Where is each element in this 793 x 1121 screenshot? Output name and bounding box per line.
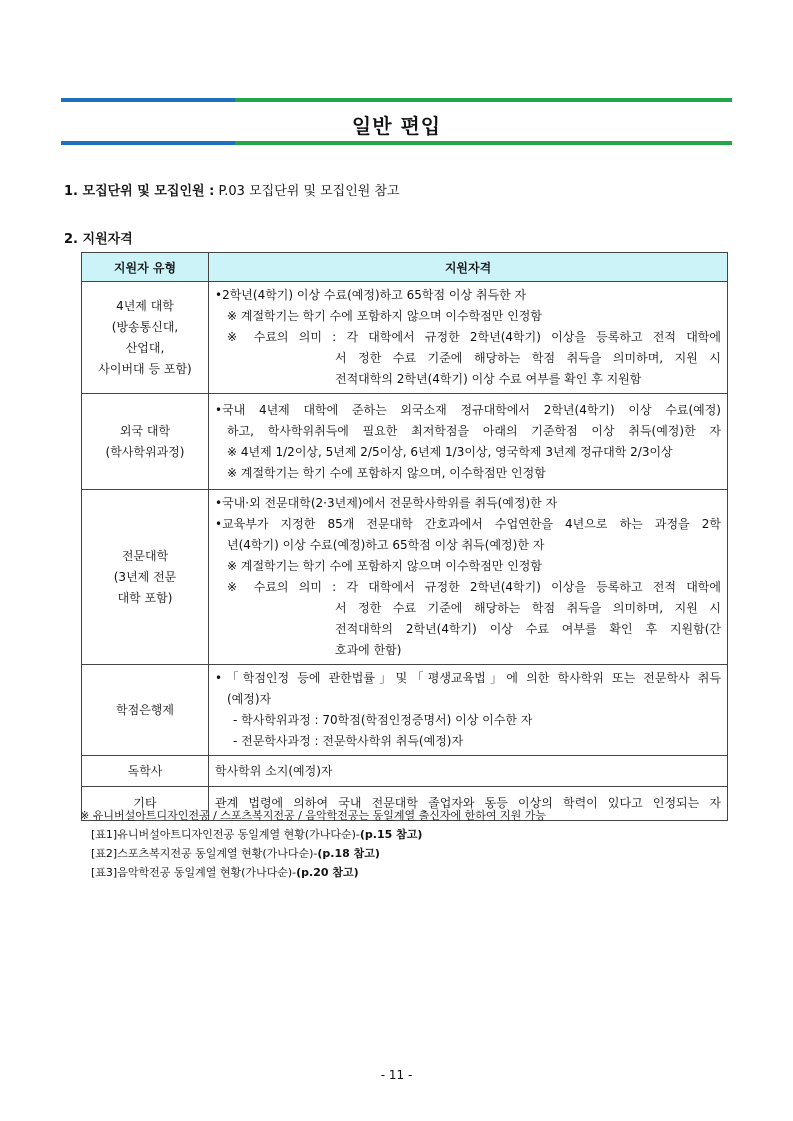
table-row (82, 665, 728, 756)
type-line: 기타 (133, 796, 157, 810)
title-rule-blue (61, 98, 235, 102)
qual-line: 학사학위 소지(예정)자 (215, 763, 333, 778)
page-title: 일반 편입 (351, 114, 442, 138)
type-line: 대학 포함) (117, 590, 173, 605)
qualification-cell (209, 756, 728, 787)
qual-line: 년(4학기) 이상 수료(예정)하고 65학점 이상 취득(예정)한 자 (227, 538, 545, 552)
type-line: (학사학위과정) (105, 444, 185, 459)
footnote-ref-text: [표2]스포츠복지전공 동일계열 현황(가나다순)- (91, 847, 318, 860)
footnote-ref (80, 863, 546, 882)
qual-line: ※ 계절학기는 학기 수에 포함하지 않으며, 이수학점만 인정함 (227, 465, 546, 480)
table-row (82, 394, 728, 490)
qual-line: ※ 계절학기는 학기 수에 포함하지 않으며 이수학점만 인정함 (227, 309, 542, 323)
table-header-row (82, 253, 728, 282)
section-2-heading: 2. 지원자격 (64, 232, 133, 247)
applicant-type-cell (82, 394, 209, 490)
qualification-cell (209, 282, 728, 394)
qual-line: - 전문학사과정 : 전문학사학위 취득(예정)자 (233, 734, 464, 748)
footnotes (80, 806, 546, 882)
qualification-cell (209, 490, 728, 665)
qual-line: (예정)자 (227, 692, 272, 706)
table-row (82, 756, 728, 787)
footnote-ref-page: (p.15 참고) (359, 828, 423, 841)
qual-line: 관계 법령에 의하여 국내 전문대학 졸업자와 동등 이상의 학력이 있다고 인정되는 자 (215, 796, 721, 810)
type-line: (방송통신대, (111, 319, 179, 334)
footnote-ref (80, 825, 546, 844)
applicant-type-cell (82, 665, 209, 756)
qual-line: ※ 4년제 1/2이상, 5년제 2/5이상, 6년제 1/3이상, 영국학제 3년제 정규대학 2/3이상 (227, 444, 673, 459)
qual-line: ※ 수료의 의미 : 각 대학에서 규정한 2학년(4학기) 이상을 등록하고 전적 대학에 (227, 330, 721, 344)
footnote-ref-page: (p.20 참고) (296, 866, 359, 879)
type-line: 사이버대 등 포함) (98, 361, 192, 376)
qual-line: 하고, 학사학위취득에 필요한 최저학점을 아래의 기준학점 이상 취득(예정)한 자 (227, 423, 721, 438)
footnote-ref-text: [표3]음악학전공 동일계열 현황(가나다순)- (91, 866, 297, 879)
section-1 (64, 180, 400, 199)
qual-line: 전적대학의 2학년(4학기) 이상 수료 여부를 확인 후 지원함(간 (335, 622, 721, 636)
qualification-cell (209, 394, 728, 490)
header-qualification: 지원자격 (209, 253, 728, 282)
qual-line: 서 정한 수료 기준에 해당하는 학점 취득을 의미하며, 지원 시 (335, 351, 721, 365)
page-number: - 11 - (380, 1068, 413, 1082)
table-row (82, 490, 728, 665)
qual-line: •국내·외 전문대학(2·3년제)에서 전문학사학위를 취득(예정)한 자 (215, 496, 558, 510)
applicant-type-cell (82, 490, 209, 665)
qual-line: •「학점인정 등에 관한법률」및「평생교육법」에 의한 학사학위 또는 전문학사 취득 (215, 671, 721, 685)
footnote-ref-text: [표1]유니버설아트디자인전공 동일계열 현황(가나다순)- (91, 828, 360, 841)
section-1-text: P.03 모집단위 및 모집인원 참고 (218, 184, 400, 199)
title-rule-green (235, 98, 732, 102)
type-line: 학점은행제 (116, 702, 174, 717)
qual-line: 서 정한 수료 기준에 해당하는 학점 취득을 의미하며, 지원 시 (335, 601, 721, 615)
header-applicant-type: 지원자 유형 (82, 253, 209, 282)
type-line: (3년제 전문 (113, 569, 177, 584)
title-rule-green (235, 141, 732, 145)
qualification-cell (209, 665, 728, 756)
type-line: 외국 대학 (119, 423, 171, 438)
title-rule-blue (61, 141, 235, 145)
title-top-rule (61, 98, 732, 102)
type-line: 4년제 대학 (116, 298, 174, 313)
type-line: 산업대, (125, 340, 165, 355)
qual-line: •2학년(4학기) 이상 수료(예정)하고 65학점 이상 취득한 자 (215, 288, 527, 302)
qual-line: - 학사학위과정 : 70학점(학점인정증명서) 이상 이수한 자 (233, 713, 533, 727)
qual-line: 호과에 한함) (335, 643, 402, 657)
type-line: 전문대학 (121, 548, 169, 563)
applicant-type-cell (82, 756, 209, 787)
table-row (82, 282, 728, 394)
applicant-type-cell (82, 282, 209, 394)
qual-line: •국내 4년제 대학에 준하는 외국소재 정규대학에서 2학년(4학기) 이상 수료(예정) (215, 402, 721, 417)
title-bottom-rule (61, 141, 732, 145)
type-line: 독학사 (127, 763, 163, 778)
qual-line: •교육부가 지정한 85개 전문대학 간호과에서 수업연한을 4년으로 하는 과정을 2학 (215, 517, 721, 531)
qual-line: 전적대학의 2학년(4학기) 이상 수료 여부를 확인 후 지원함 (335, 372, 642, 386)
footnote-ref (80, 844, 546, 863)
section-1-heading: 1. 모집단위 및 모집인원 : (64, 184, 215, 199)
qual-line: ※ 계절학기는 학기 수에 포함하지 않으며 이수학점만 인정함 (227, 559, 542, 573)
qualification-table (81, 252, 728, 821)
footnote-note: ※ 유니버설아트디자인전공 / 스포츠복지전공 / 음악학전공는 동일계열 출신자에 한하여 지원 가능 (80, 809, 547, 822)
qual-line: ※ 수료의 의미 : 각 대학에서 규정한 2학년(4학기) 이상을 등록하고 전적 대학에 (227, 580, 721, 594)
footnote-ref-page: (p.18 참고) (317, 847, 380, 860)
